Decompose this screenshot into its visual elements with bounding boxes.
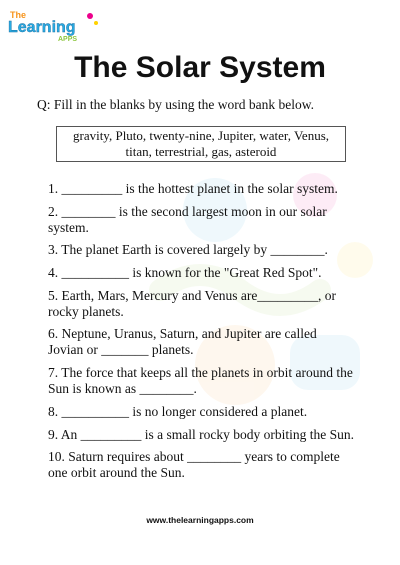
question-item: 8. __________ is no longer considered a planet.	[48, 403, 308, 419]
word-bank-box	[56, 126, 346, 162]
question-item: 6. Neptune, Uranus, Saturn, and Jupiter are called Jovian or _______ planets.	[48, 326, 317, 358]
question-list	[48, 181, 354, 488]
question-item: 5. Earth, Mars, Mercury and Venus are_________, or rocky planets.	[48, 287, 337, 319]
question-item: 7. The force that keeps all the planets in orbit around the Sun is known as ________.	[48, 365, 353, 397]
question-item: 9. An _________ is a small rocky body orbiting the Sun.	[48, 426, 354, 442]
question-item: 2. ________ is the second largest moon in our solar system.	[48, 203, 327, 235]
logo-line1: The	[10, 10, 27, 20]
question-item: 3. The planet Earth is covered largely by ________.	[48, 242, 328, 258]
question-item: 4. __________ is known for the "Great Red Spot".	[48, 265, 322, 281]
logo-line3: APPS	[58, 36, 78, 43]
question-item: 10. Saturn requires about ________ years to complete one orbit around the Sun.	[48, 449, 340, 481]
page-title: The Solar System	[74, 51, 326, 84]
word-bank-line: titan, terrestrial, gas, asteroid	[125, 144, 277, 159]
word-bank-line: gravity, Pluto, twenty-nine, Jupiter, water, Venus,	[72, 128, 330, 143]
the-learning-apps-logo	[6, 8, 102, 44]
instruction-text: Q: Fill in the blanks by using the word bank below.	[37, 97, 314, 112]
logo-line2: Learning	[8, 19, 76, 36]
question-item: 1. _________ is the hottest planet in the solar system.	[48, 181, 338, 196]
footer-url: www.thelearningapps.com	[146, 515, 254, 525]
